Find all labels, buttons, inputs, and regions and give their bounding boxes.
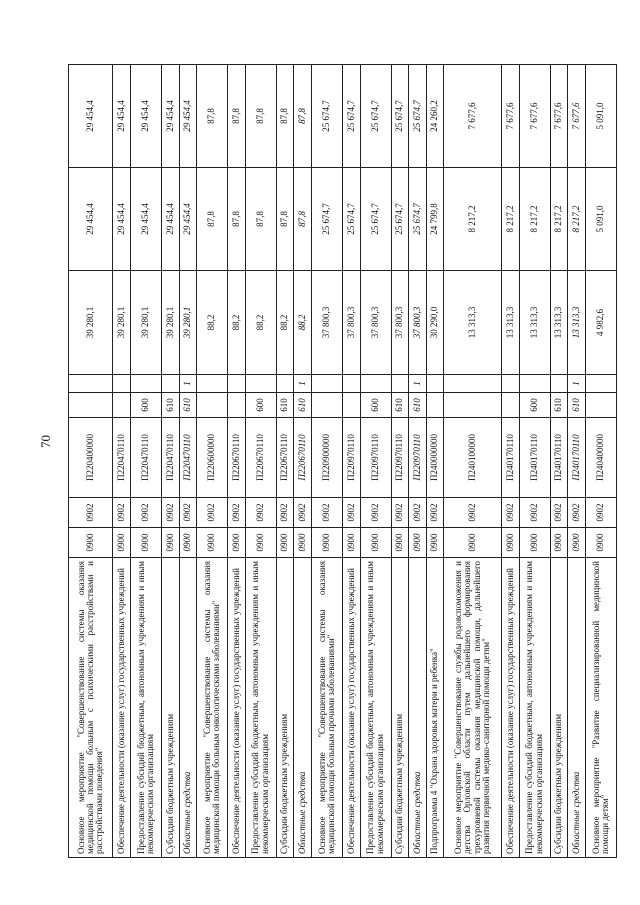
amount-year-3: 5 091,0 [585, 65, 616, 168]
funding-source-code: 1 [568, 375, 586, 393]
target-article-code: П220470110 [130, 418, 161, 498]
amount-year-1: 88,2 [228, 271, 246, 375]
target-article-code: П220900000 [311, 418, 342, 498]
table-row [519, 65, 550, 858]
amount-year-1: 39 280,1 [69, 271, 113, 375]
amount-year-2: 8 217,2 [444, 168, 502, 271]
expense-type-code: 610 [409, 393, 427, 418]
section-code: 0900 [342, 528, 360, 558]
amount-year-2: 25 674,7 [391, 168, 409, 271]
expense-type-code [69, 393, 113, 418]
funding-source-code [342, 375, 360, 393]
funding-source-code [197, 375, 228, 393]
section-code: 0900 [179, 528, 197, 558]
section-code: 0900 [130, 528, 161, 558]
section-code: 0900 [426, 528, 444, 558]
amount-year-1: 88,2 [276, 271, 294, 375]
subsection-code: 0902 [228, 498, 246, 528]
target-article-code: П220670110 [276, 418, 294, 498]
amount-year-2: 29 454,4 [161, 168, 179, 271]
table-row [342, 65, 360, 858]
amount-year-2: 29 454,4 [179, 168, 197, 271]
subsection-code: 0902 [585, 498, 616, 528]
amount-year-2: 8 217,2 [502, 168, 520, 271]
subsection-code: 0902 [502, 498, 520, 528]
table-row [426, 65, 444, 858]
expense-type-code: 610 [391, 393, 409, 418]
amount-year-2: 29 454,4 [130, 168, 161, 271]
funding-source-code [228, 375, 246, 393]
amount-year-1: 30 290,0 [426, 271, 444, 375]
amount-year-1: 13 313,3 [568, 271, 586, 375]
section-code: 0900 [550, 528, 568, 558]
table-row [360, 65, 391, 858]
table-row [502, 65, 520, 858]
funding-source-code [585, 375, 616, 393]
amount-year-1: 37 800,3 [360, 271, 391, 375]
amount-year-3: 29 454,4 [130, 65, 161, 168]
expense-type-code [311, 393, 342, 418]
target-article-code: П220470110 [113, 418, 131, 498]
funding-source-code [391, 375, 409, 393]
amount-year-2: 24 799,8 [426, 168, 444, 271]
expense-type-code [228, 393, 246, 418]
target-article-code: П220670110 [228, 418, 246, 498]
amount-year-1: 13 313,3 [444, 271, 502, 375]
funding-source-code [311, 375, 342, 393]
page-number: 70 [38, 435, 53, 448]
amount-year-2: 87,8 [294, 168, 312, 271]
amount-year-3: 87,8 [245, 65, 276, 168]
amount-year-1: 88,2 [245, 271, 276, 375]
amount-year-2: 87,8 [228, 168, 246, 271]
target-article-code: П220670110 [294, 418, 312, 498]
section-code: 0900 [245, 528, 276, 558]
section-code: 0900 [360, 528, 391, 558]
amount-year-3: 87,8 [228, 65, 246, 168]
amount-year-3: 25 674,7 [360, 65, 391, 168]
subsection-code: 0902 [360, 498, 391, 528]
amount-year-1: 37 800,3 [311, 271, 342, 375]
row-name: Субсидии бюджетным учреждениям [391, 558, 409, 858]
table-row [568, 65, 586, 858]
amount-year-3: 87,8 [197, 65, 228, 168]
amount-year-1: 37 800,3 [409, 271, 427, 375]
expense-type-code [444, 393, 502, 418]
amount-year-3: 25 674,7 [342, 65, 360, 168]
expense-type-code [585, 393, 616, 418]
subsection-code: 0902 [568, 498, 586, 528]
subsection-code: 0902 [179, 498, 197, 528]
table-row [69, 65, 113, 858]
section-code: 0900 [276, 528, 294, 558]
section-code: 0900 [568, 528, 586, 558]
expense-type-code [502, 393, 520, 418]
funding-source-code [502, 375, 520, 393]
funding-source-code: 1 [409, 375, 427, 393]
rotated-page [68, 65, 617, 858]
amount-year-1: 37 800,3 [391, 271, 409, 375]
row-name: Обеспечение деятельности (оказание услуг) государственных учреждений [342, 558, 360, 858]
amount-year-3: 7 677,6 [444, 65, 502, 168]
row-name: Областные средства [294, 558, 312, 858]
amount-year-2: 25 674,7 [311, 168, 342, 271]
amount-year-3: 25 674,7 [311, 65, 342, 168]
amount-year-3: 25 674,7 [391, 65, 409, 168]
subsection-code: 0902 [294, 498, 312, 528]
amount-year-2: 29 454,4 [69, 168, 113, 271]
target-article-code: П220970110 [342, 418, 360, 498]
amount-year-1: 39 280,1 [161, 271, 179, 375]
expense-type-code: 600 [130, 393, 161, 418]
table-row [161, 65, 179, 858]
section-code: 0900 [294, 528, 312, 558]
row-name: Основное мероприятие "Развитие специализированной медицинской помощи детям" [585, 558, 616, 858]
amount-year-1: 39 280,1 [113, 271, 131, 375]
expense-type-code: 600 [360, 393, 391, 418]
expense-type-code [426, 393, 444, 418]
expense-type-code: 610 [161, 393, 179, 418]
amount-year-1: 13 313,3 [519, 271, 550, 375]
funding-source-code [444, 375, 502, 393]
funding-source-code [69, 375, 113, 393]
amount-year-1: 39 280,1 [130, 271, 161, 375]
table-row [245, 65, 276, 858]
amount-year-3: 7 677,6 [519, 65, 550, 168]
subsection-code: 0902 [444, 498, 502, 528]
amount-year-2: 87,8 [276, 168, 294, 271]
row-name: Областные средства [409, 558, 427, 858]
section-code: 0900 [502, 528, 520, 558]
target-article-code: П240100000 [444, 418, 502, 498]
funding-source-code [161, 375, 179, 393]
row-name: Предоставление субсидий бюджетным, автономным учреждениям и иным некоммерческим организациям [519, 558, 550, 858]
subsection-code: 0902 [161, 498, 179, 528]
amount-year-3: 24 260,2 [426, 65, 444, 168]
funding-source-code [130, 375, 161, 393]
section-code: 0900 [69, 528, 113, 558]
budget-table [68, 64, 617, 858]
table-row [228, 65, 246, 858]
subsection-code: 0902 [391, 498, 409, 528]
amount-year-2: 25 674,7 [409, 168, 427, 271]
funding-source-code [550, 375, 568, 393]
expense-type-code: 600 [519, 393, 550, 418]
amount-year-3: 7 677,6 [502, 65, 520, 168]
section-code: 0900 [585, 528, 616, 558]
table-row [585, 65, 616, 858]
expense-type-code: 610 [276, 393, 294, 418]
row-name: Обеспечение деятельности (оказание услуг) государственных учреждений [228, 558, 246, 858]
amount-year-1: 13 313,3 [550, 271, 568, 375]
expense-type-code: 610 [294, 393, 312, 418]
subsection-code: 0902 [276, 498, 294, 528]
section-code: 0900 [391, 528, 409, 558]
table-row [130, 65, 161, 858]
funding-source-code: 1 [179, 375, 197, 393]
target-article-code: П220400000 [69, 418, 113, 498]
target-article-code: П220470110 [179, 418, 197, 498]
section-code: 0900 [409, 528, 427, 558]
subsection-code: 0902 [519, 498, 550, 528]
row-name: Предоставление субсидий бюджетным, автономным учреждениям и иным некоммерческим организациям [360, 558, 391, 858]
section-code: 0900 [161, 528, 179, 558]
amount-year-2: 5 091,0 [585, 168, 616, 271]
subsection-code: 0902 [342, 498, 360, 528]
table-row [113, 65, 131, 858]
amount-year-3: 29 454,4 [113, 65, 131, 168]
expense-type-code [342, 393, 360, 418]
funding-source-code [276, 375, 294, 393]
expense-type-code: 610 [550, 393, 568, 418]
target-article-code: П240000000 [426, 418, 444, 498]
target-article-code: П220970110 [360, 418, 391, 498]
expense-type-code [197, 393, 228, 418]
amount-year-2: 29 454,4 [113, 168, 131, 271]
subsection-code: 0902 [426, 498, 444, 528]
target-article-code: П240170110 [568, 418, 586, 498]
funding-source-code [519, 375, 550, 393]
row-name: Субсидии бюджетным учреждениям [276, 558, 294, 858]
amount-year-3: 7 677,6 [568, 65, 586, 168]
target-article-code: П220970110 [409, 418, 427, 498]
expense-type-code [113, 393, 131, 418]
section-code: 0900 [444, 528, 502, 558]
row-name: Подпрограмма 4 "Охрана здоровья матери и ребенка" [426, 558, 444, 858]
subsection-code: 0902 [311, 498, 342, 528]
row-name: Основное мероприятие "Совершенствование системы оказания медицинской помощи больным онкологическими заболеваниями" [197, 558, 228, 858]
row-name: Обеспечение деятельности (оказание услуг) государственных учреждений [502, 558, 520, 858]
subsection-code: 0902 [69, 498, 113, 528]
amount-year-2: 87,8 [245, 168, 276, 271]
amount-year-2: 8 217,2 [550, 168, 568, 271]
target-article-code: П240170110 [550, 418, 568, 498]
row-name: Обеспечение деятельности (оказание услуг) государственных учреждений [113, 558, 131, 858]
subsection-code: 0902 [113, 498, 131, 528]
table-row [391, 65, 409, 858]
target-article-code: П220970110 [391, 418, 409, 498]
target-article-code: П220600000 [197, 418, 228, 498]
target-article-code: П240400000 [585, 418, 616, 498]
section-code: 0900 [113, 528, 131, 558]
amount-year-1: 88,2 [197, 271, 228, 375]
table-row [311, 65, 342, 858]
amount-year-3: 25 674,7 [409, 65, 427, 168]
funding-source-code [360, 375, 391, 393]
expense-type-code: 610 [568, 393, 586, 418]
amount-year-3: 29 454,4 [69, 65, 113, 168]
amount-year-1: 37 800,3 [342, 271, 360, 375]
table-row [409, 65, 427, 858]
table-row [550, 65, 568, 858]
row-name: Предоставление субсидий бюджетным, автономным учреждениям и иным некоммерческим организациям [245, 558, 276, 858]
subsection-code: 0902 [409, 498, 427, 528]
subsection-code: 0902 [130, 498, 161, 528]
section-code: 0900 [519, 528, 550, 558]
row-name: Областные средства [568, 558, 586, 858]
row-name: Основное мероприятие "Совершенствование системы оказания медицинской помощи больным прочими заболеваниями" [311, 558, 342, 858]
target-article-code: П240170110 [519, 418, 550, 498]
amount-year-3: 7 677,6 [550, 65, 568, 168]
section-code: 0900 [311, 528, 342, 558]
amount-year-2: 87,8 [197, 168, 228, 271]
row-name: Областные средства [179, 558, 197, 858]
row-name: Субсидии бюджетным учреждениям [161, 558, 179, 858]
target-article-code: П220470110 [161, 418, 179, 498]
table-row [276, 65, 294, 858]
subsection-code: 0902 [197, 498, 228, 528]
amount-year-2: 8 217,2 [568, 168, 586, 271]
amount-year-1: 39 280,1 [179, 271, 197, 375]
table-row [197, 65, 228, 858]
section-code: 0900 [197, 528, 228, 558]
amount-year-3: 29 454,4 [161, 65, 179, 168]
table-row [444, 65, 502, 858]
subsection-code: 0902 [245, 498, 276, 528]
amount-year-3: 87,8 [276, 65, 294, 168]
target-article-code: П240170110 [502, 418, 520, 498]
expense-type-code: 600 [245, 393, 276, 418]
amount-year-3: 87,8 [294, 65, 312, 168]
amount-year-2: 25 674,7 [360, 168, 391, 271]
amount-year-1: 4 982,6 [585, 271, 616, 375]
subsection-code: 0902 [550, 498, 568, 528]
section-code: 0900 [228, 528, 246, 558]
amount-year-2: 8 217,2 [519, 168, 550, 271]
table-row [179, 65, 197, 858]
amount-year-2: 25 674,7 [342, 168, 360, 271]
target-article-code: П220670110 [245, 418, 276, 498]
row-name: Основное мероприятие "Совершенствование системы оказания медицинской помощи больным с психическими расстройствами и расстройствами поведения" [69, 558, 113, 858]
expense-type-code: 610 [179, 393, 197, 418]
funding-source-code [113, 375, 131, 393]
amount-year-1: 13 313,3 [502, 271, 520, 375]
funding-source-code [426, 375, 444, 393]
row-name: Предоставление субсидий бюджетным, автономным учреждениям и иным некоммерческим организациям [130, 558, 161, 858]
amount-year-3: 29 454,4 [179, 65, 197, 168]
funding-source-code [245, 375, 276, 393]
row-name: Субсидии бюджетным учреждениям [550, 558, 568, 858]
table-row [294, 65, 312, 858]
funding-source-code: 1 [294, 375, 312, 393]
row-name: Основное мероприятие "Совершенствование службы родовспоможения и детства Орловской области путем дальнейшего формирования трехуровневой системы оказания медицинской помощи, дальнейшего развития первичной медико-санитарной помощи детям" [444, 558, 502, 858]
amount-year-1: 88,2 [294, 271, 312, 375]
